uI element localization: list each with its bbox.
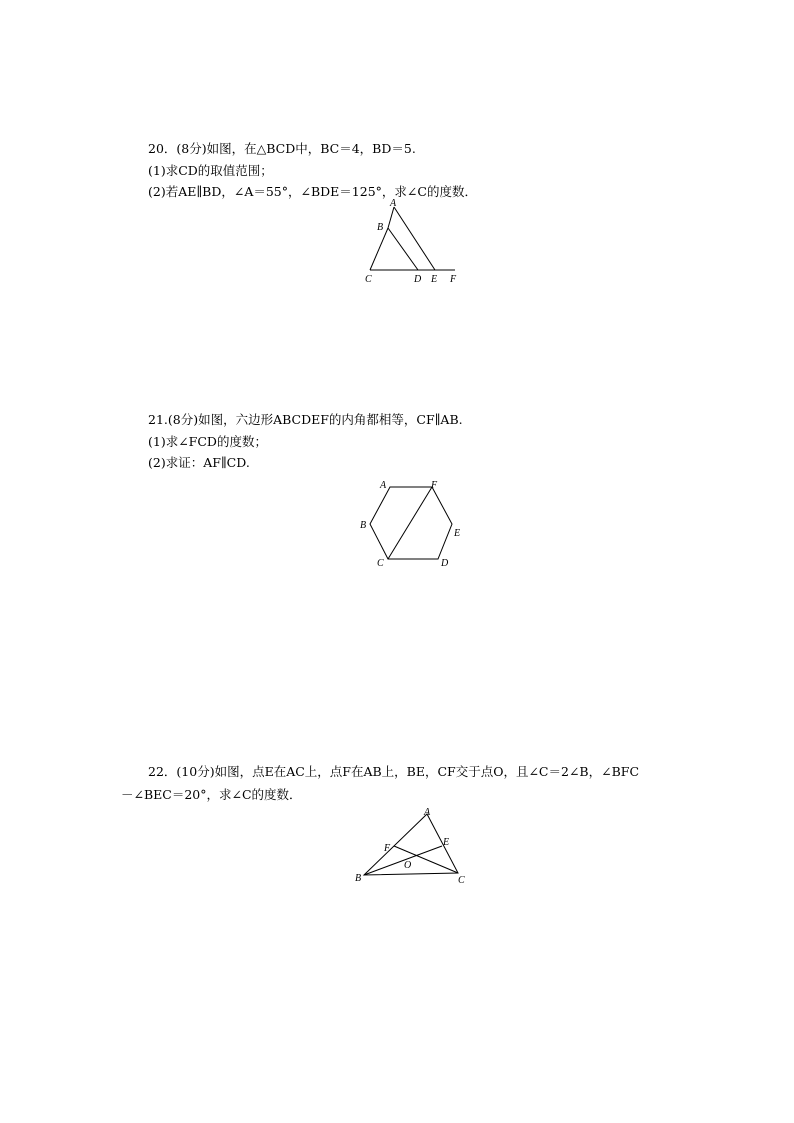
problem-21-figure <box>350 474 470 574</box>
label-f: F <box>450 274 457 285</box>
problem-22-stem: 22．(10分)如图，点E在AC上，点F在AB上，BE，CF交于点O，且∠C＝2∠B，∠BFC <box>148 764 640 779</box>
label-b: B <box>355 873 362 884</box>
segment-be <box>364 846 442 875</box>
label-f: F <box>431 480 438 491</box>
label-a: A <box>380 480 387 491</box>
label-e: E <box>454 528 461 539</box>
label-c: C <box>365 274 372 285</box>
segment-bd <box>388 228 418 270</box>
problem-20-part-1: (1)求CD的取值范围； <box>148 163 273 178</box>
label-e: E <box>431 274 438 285</box>
problem-21-stem: 21.(8分)如图，六边形ABCDEF的内角都相等，CF∥AB. <box>148 412 463 427</box>
hexagon-abcdef <box>370 487 452 559</box>
label-c: C <box>377 558 384 569</box>
problem-20-figure <box>355 198 465 288</box>
segment-cb <box>370 228 388 270</box>
label-b: B <box>360 520 367 531</box>
label-a: A <box>390 198 397 209</box>
label-d: D <box>414 274 422 285</box>
problem-21-part-2: (2)求证：AF∥CD. <box>148 455 250 470</box>
problem-21-part-1: (1)求∠FCD的度数； <box>148 434 267 449</box>
segment-cf <box>388 487 432 559</box>
label-e: E <box>443 837 450 848</box>
label-f: F <box>384 843 391 854</box>
segment-ba <box>388 207 394 228</box>
problem-20-stem: 20．(8分)如图，在△BCD中，BC＝4，BD＝5. <box>148 141 416 156</box>
problem-22-figure <box>345 803 475 888</box>
segment-ae <box>394 207 435 270</box>
label-d: D <box>441 558 449 569</box>
label-o: O <box>404 860 412 871</box>
label-a: A <box>424 807 431 818</box>
label-b: B <box>377 222 384 233</box>
problem-22-stem-continued: －∠BEC＝20°，求∠C的度数． <box>121 787 302 802</box>
problem-20-part-2: (2)若AE∥BD，∠A＝55°，∠BDE＝125°，求∠C的度数． <box>148 184 477 199</box>
label-c: C <box>458 875 465 886</box>
